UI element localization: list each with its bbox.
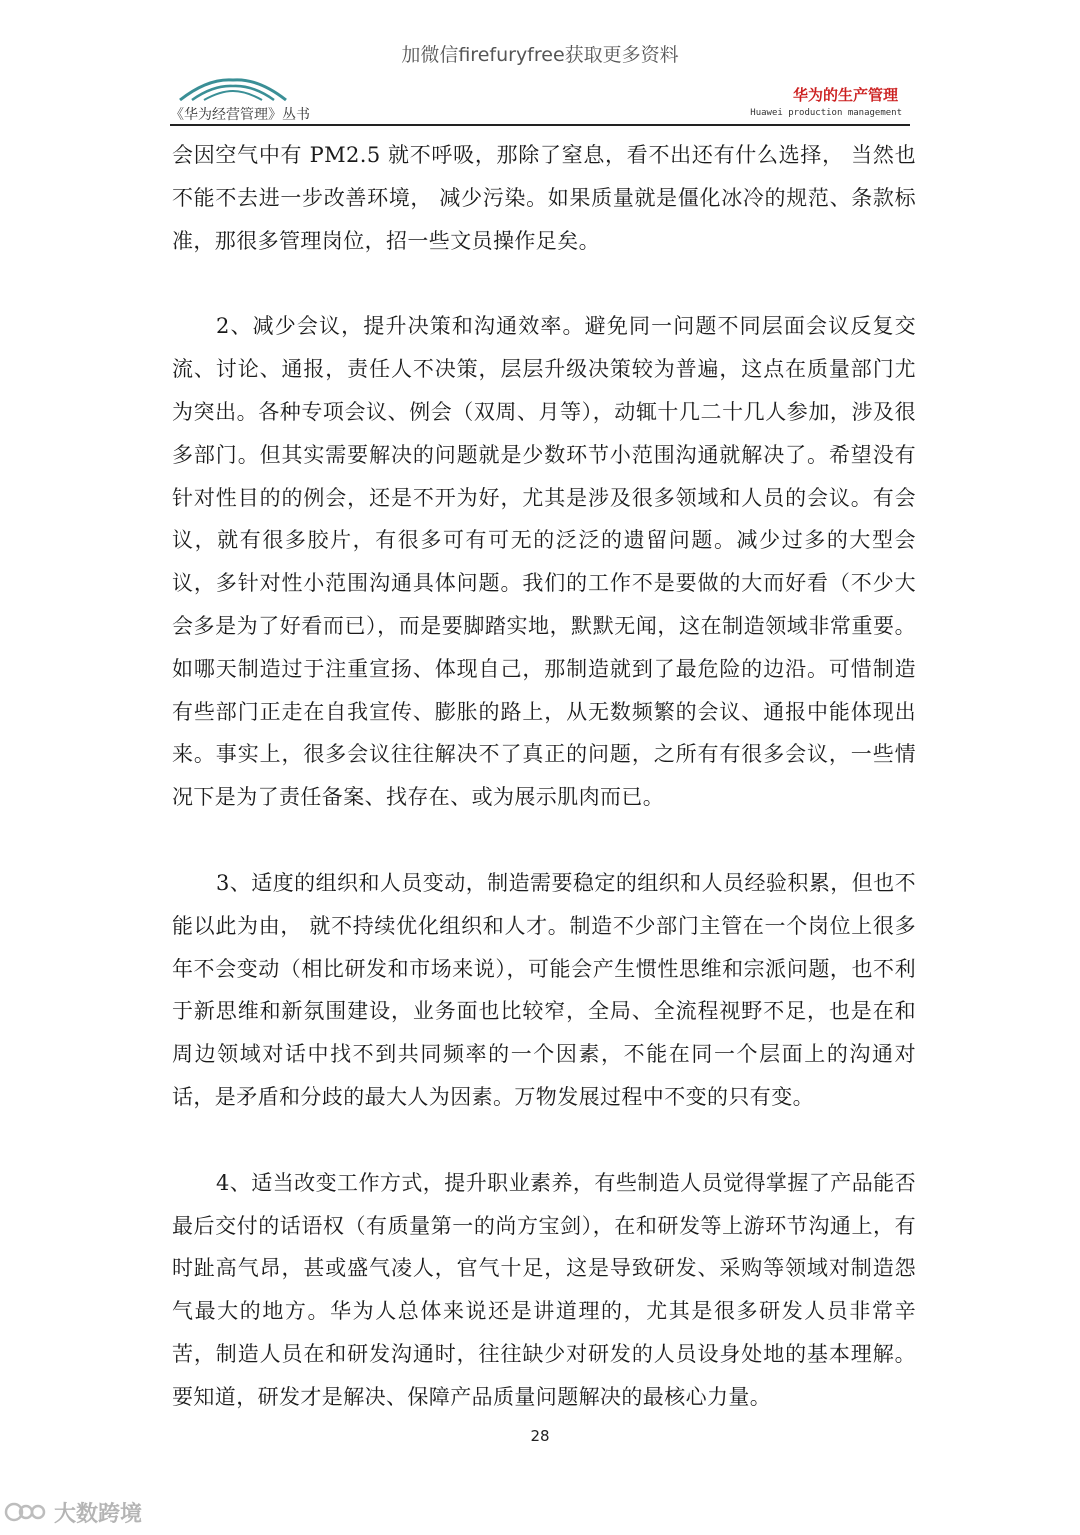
mountain-logo-icon — [178, 74, 288, 104]
page-header — [170, 74, 910, 126]
brand-logo-icon — [4, 1499, 48, 1525]
paragraph: 2、减少会议，提升决策和沟通效率。避免同一问题不同层面会议反复交流、讨论、通报，责任人不决策，层层升级决策较为普遍，这点在质量部门尤为突出。各种专项会议、例会（双周、月等），动辄十几二十几人参加，涉及很多部门。但其实需要解决的问题就是少数环节小范围沟通就解决了。希望没有针对性目的的例会，还是不开为好，尤其是涉及很多领域和人员的会议。有会议，就有很多胶片，有很多可有可无的泛泛的遗留问题。减少过多的大型会议，多针对性小范围沟通具体问题。我们的工作不是要做的大而好看（不少大会多是为了好看而已），而是要脚踏实地，默默无闻，这在制造领域非常重要。如哪天制造过于注重宣扬、体现自己，那制造就到了最危险的边沿。可惜制造有些部门正走在自我宣传、膨胀的路上，从无数频繁的会议、通报中能体现出来。事实上，很多会议往往解决不了真正的问题，之所有有很多会议，一些情况下是为了责任备案、找存在、或为展示肌肉而已。 — [172, 314, 916, 810]
corner-watermark — [4, 1497, 142, 1527]
book-title: 华为的生产管理 — [792, 86, 898, 104]
paragraph-gap — [172, 262, 916, 305]
body-text — [172, 134, 916, 1419]
page-number: 28 — [530, 1427, 550, 1445]
header-divider — [170, 124, 910, 126]
book-subtitle: Huawei production management — [750, 108, 902, 118]
paragraph-gap — [172, 1119, 916, 1162]
series-name: 《华为经营管理》丛书 — [170, 107, 310, 123]
paragraph-gap — [172, 819, 916, 862]
paragraph: 3、适度的组织和人员变动，制造需要稳定的组织和人员经验积累，但也不能以此为由， 就不持续优化组织和人才。制造不少部门主管在一个岗位上很多年不会变动（相比研发和市场来说），可能会产生惯性思维和宗派问题，也不利于新思维和新氛围建设，业务面也比较窄，全局、全流程视野不足，也是在和周边领域对话中找不到共同频率的一个因素，不能在同一个层面上的沟通对话，是矛盾和分歧的最大人为因素。万物发展过程中不变的只有变。 — [172, 870, 916, 1109]
top-watermark: 加微信firefuryfree获取更多资料 — [401, 44, 679, 66]
corner-watermark-text: 大数跨境 — [54, 1501, 143, 1527]
paragraph: 会因空气中有 PM2.5 就不呼吸，那除了窒息，看不出还有什么选择， 当然也不能不去进一步改善环境， 减少污染。如果质量就是僵化冰冷的规范、条款标准，那很多管理岗位，招一些文员操作足矣。 — [172, 143, 916, 253]
paragraph: 4、适当改变工作方式，提升职业素养，有些制造人员觉得掌握了产品能否最后交付的话语权（有质量第一的尚方宝剑），在和研发等上游环节沟通上，有时趾高气昂，甚或盛气凌人，官气十足，这是导致研发、采购等领域对制造怨气最大的地方。华为人总体来说还是讲道理的，尤其是很多研发人员非常辛苦，制造人员在和研发沟通时，往往缺少对研发的人员设身处地的基本理解。要知道，研发才是解决、保障产品质量问题解决的最核心力量。 — [172, 1170, 916, 1409]
